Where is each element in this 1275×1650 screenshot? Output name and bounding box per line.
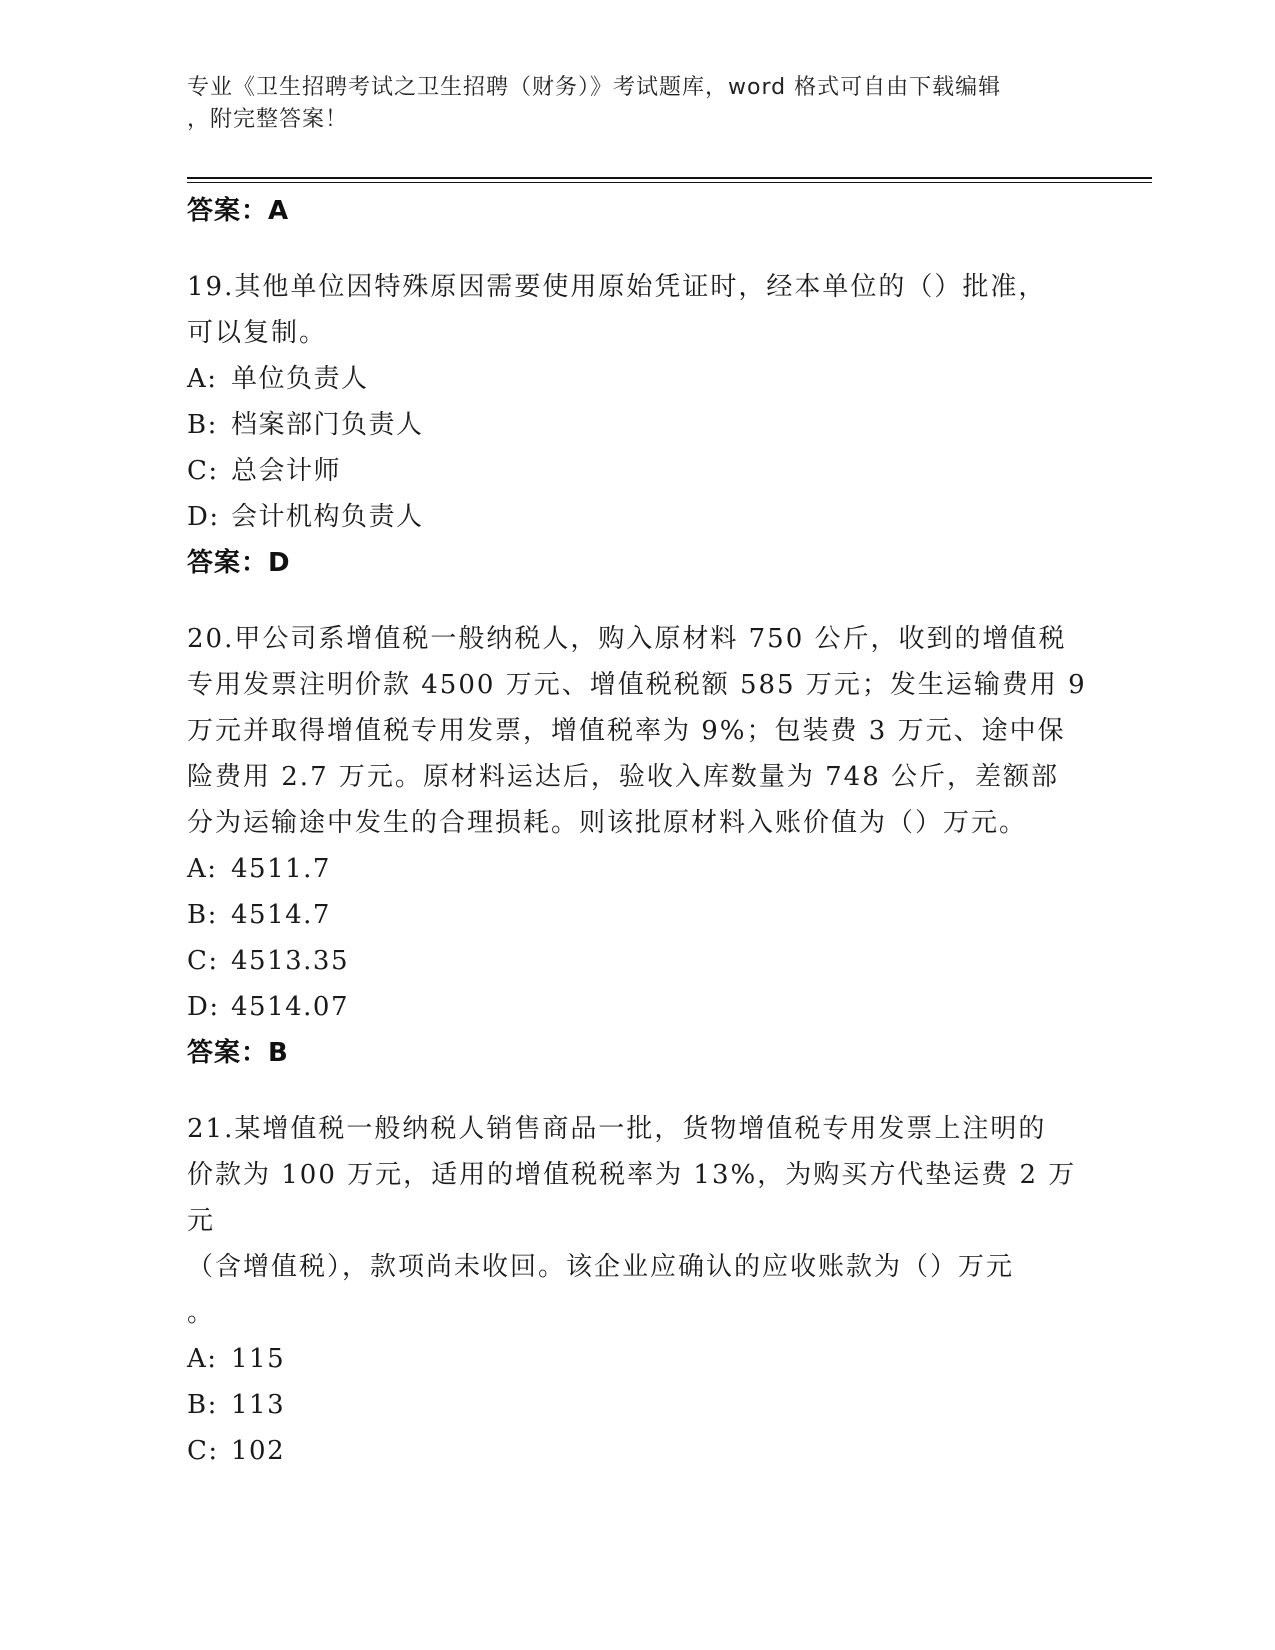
header-line-2: ，附完整答案！: [187, 107, 349, 132]
option-letter: B:: [187, 1390, 218, 1420]
option-text: 会计机构负责人: [231, 502, 424, 532]
option-c: [187, 448, 1087, 494]
option-letter: A:: [187, 364, 218, 394]
option-text: 4513.35: [231, 946, 350, 976]
stem-line: 万元并取得增值税专用发票，增值税率为 9%；包装费 3 万元、途中保: [187, 716, 1066, 746]
stem-line: 可以复制。: [187, 318, 328, 348]
question-stem: [187, 1106, 1087, 1336]
option-c: [187, 1428, 1087, 1474]
answer-line: 答案：D: [187, 548, 291, 578]
option-b: [187, 892, 1087, 938]
option-letter: D:: [187, 502, 220, 532]
option-text: 4514.07: [231, 992, 350, 1022]
stem-line: 专用发票注明价款 4500 万元、增值税税额 585 万元；发生运输费用 9: [187, 670, 1087, 700]
option-letter: C:: [187, 456, 219, 486]
option-b: [187, 402, 1087, 448]
header-rule-thick: [187, 177, 1152, 179]
option-a: [187, 356, 1087, 402]
stem-line: 险费用 2.7 万元。原材料运达后，验收入库数量为 748 公斤，差额部: [187, 762, 1060, 792]
question-stem: [187, 264, 1087, 356]
option-d: [187, 984, 1087, 1030]
question-stem: [187, 616, 1087, 846]
option-text: 总会计师: [231, 456, 342, 486]
stem-line: 21.某增值税一般纳税人销售商品一批，货物增值税专用发票上注明的: [187, 1114, 1047, 1144]
option-c: [187, 938, 1087, 984]
question-20: [187, 616, 1087, 1076]
option-letter: C:: [187, 946, 219, 976]
option-d: [187, 494, 1087, 540]
stem-line: 20.甲公司系增值税一般纳税人，购入原材料 750 公斤，收到的增值税: [187, 624, 1067, 654]
stem-line: 分为运输途中发生的合理损耗。则该批原材料入账价值为（）万元。: [187, 808, 1028, 838]
option-text: 115: [231, 1344, 286, 1374]
stem-line: （含增值税），款项尚未收回。该企业应确认的应收账款为（）万元: [187, 1252, 1015, 1282]
option-text: 113: [231, 1390, 286, 1420]
previous-answer: 答案：A: [187, 196, 290, 226]
option-a: [187, 1336, 1087, 1382]
stem-line: 价款为 100 万元，适用的增值税税率为 13%，为购买方代垫运费 2 万元: [187, 1160, 1077, 1236]
option-text: 单位负责人: [231, 364, 369, 394]
header-rule-thin: [187, 182, 1152, 183]
question-list: [187, 188, 1087, 1474]
question-19: [187, 264, 1087, 586]
option-text: 102: [231, 1436, 286, 1466]
question-21: [187, 1106, 1087, 1474]
option-letter: B:: [187, 900, 218, 930]
header-line-1: 专业《卫生招聘考试之卫生招聘（财务）》考试题库，word 格式可自由下载编辑: [187, 75, 1002, 100]
option-letter: C:: [187, 1436, 219, 1466]
option-letter: B:: [187, 410, 218, 440]
option-text: 4511.7: [231, 854, 331, 884]
option-text: 4514.7: [231, 900, 331, 930]
option-text: 档案部门负责人: [231, 410, 424, 440]
option-letter: A:: [187, 854, 218, 884]
stem-line: 。: [187, 1298, 216, 1328]
option-a: [187, 846, 1087, 892]
document-header: [187, 72, 1067, 136]
option-letter: A:: [187, 1344, 218, 1374]
answer-line: 答案：B: [187, 1038, 289, 1068]
option-letter: D:: [187, 992, 220, 1022]
stem-line: 19.其他单位因特殊原因需要使用原始凭证时，经本单位的（）批准，: [187, 272, 1047, 302]
option-b: [187, 1382, 1087, 1428]
